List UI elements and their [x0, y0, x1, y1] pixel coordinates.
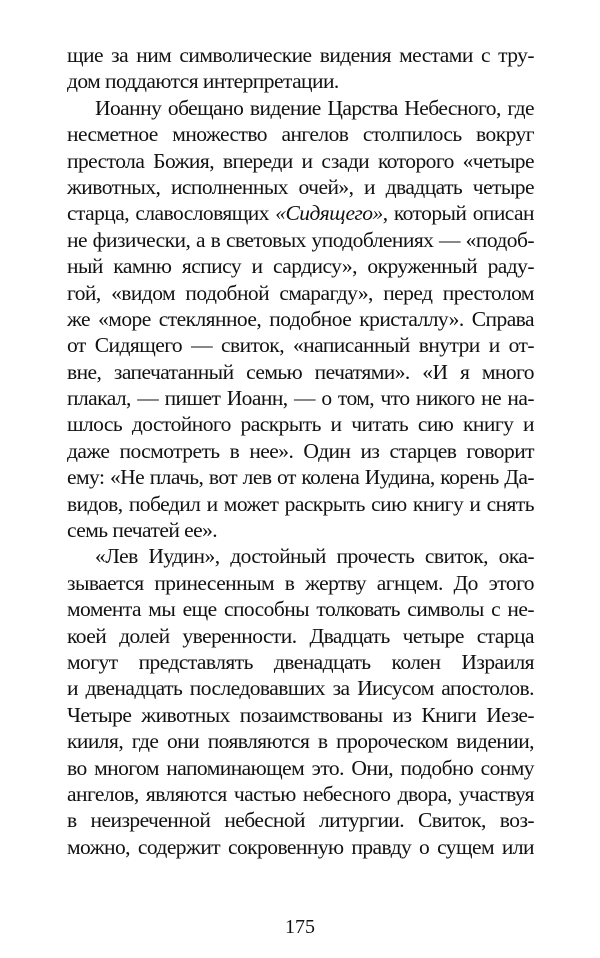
text-line: щие за ним символические видения местами с тру-: [67, 43, 534, 67]
text-line: видов, победил и может раскрыть сию книгу и снять: [67, 491, 534, 516]
text-line: кииля, где они появляются в пророческом видении,: [67, 729, 534, 754]
text-line: могут представлять двенадцать колен Израиля: [67, 649, 534, 674]
text-line: не физически, а в световых уподоблениях — «подоб-: [67, 227, 534, 252]
text-line: гой, «видом подобной смарагду», перед престолом: [67, 280, 534, 305]
text-line: шлось достойного раскрыть и читать сию книгу и: [67, 412, 534, 437]
text-line: ему: «Не плачь, вот лев от колена Иудина, корень Да-: [67, 465, 534, 490]
text-line-start: старца, славословящих: [67, 201, 276, 226]
text-line: от Сидящего — свиток, «написанный внутри и от-: [67, 333, 534, 358]
text-line: и двенадцать последовавших за Иисусом апостолов.: [67, 676, 534, 701]
text-line: ангелов, являются частью небесного двора, участвуя: [67, 781, 534, 806]
text-line: в неизреченной небесной литургии. Свиток, воз-: [67, 808, 534, 833]
italic-quote: «Сидящего»: [275, 201, 383, 226]
text-line: во многом напоминающем это. Они, подобно сонму: [67, 755, 534, 780]
text-line: вне, запечатанный семью печатями». «И я много: [67, 359, 534, 384]
text-line: животных, исполненных очей», и двадцать четыре: [67, 174, 534, 199]
text-line: престола Божия, впереди и сзади которого «четыре: [67, 148, 534, 173]
text-line: же «море стеклянное, подобное кристаллу». Справа: [67, 306, 534, 331]
text-line: коей долей уверенности. Двадцать четыре старца: [67, 623, 534, 648]
text-line: можно, содержит сокровенную правду о сущем или: [67, 834, 534, 859]
text-line: [67, 200, 534, 226]
text-line: ный камню яспису и сардису», окруженный раду-: [67, 254, 534, 279]
text-line: дом поддаются интерпретации.: [67, 69, 339, 94]
text-line: несметное множество ангелов столпилось вокруг: [67, 122, 534, 147]
page-number: 175: [285, 916, 315, 938]
paragraph-1: [67, 42, 534, 95]
paragraph-3: [67, 543, 534, 860]
paragraph-2: [67, 95, 534, 544]
text-line-end: , который описан: [382, 201, 535, 226]
text-line: плакал, — пишет Иоанн, — о том, что никого не на-: [67, 386, 534, 411]
text-line: Четыре животных позаимствованы из Книги Иезе-: [67, 702, 534, 727]
book-page-text: [67, 42, 534, 860]
text-line: зывается принесенным в жертву агнцем. До этого: [67, 570, 534, 595]
text-line: «Лев Иудин», достойный прочесть свиток, ока-: [95, 544, 534, 569]
text-line: Иоанну обещано видение Царства Небесного, где: [95, 95, 534, 120]
text-line: момента мы еще способны толковать символы с не-: [67, 597, 534, 622]
text-line: семь печатей ее».: [67, 518, 218, 543]
text-line: даже посмотреть в нее». Один из старцев говорит: [67, 438, 534, 463]
